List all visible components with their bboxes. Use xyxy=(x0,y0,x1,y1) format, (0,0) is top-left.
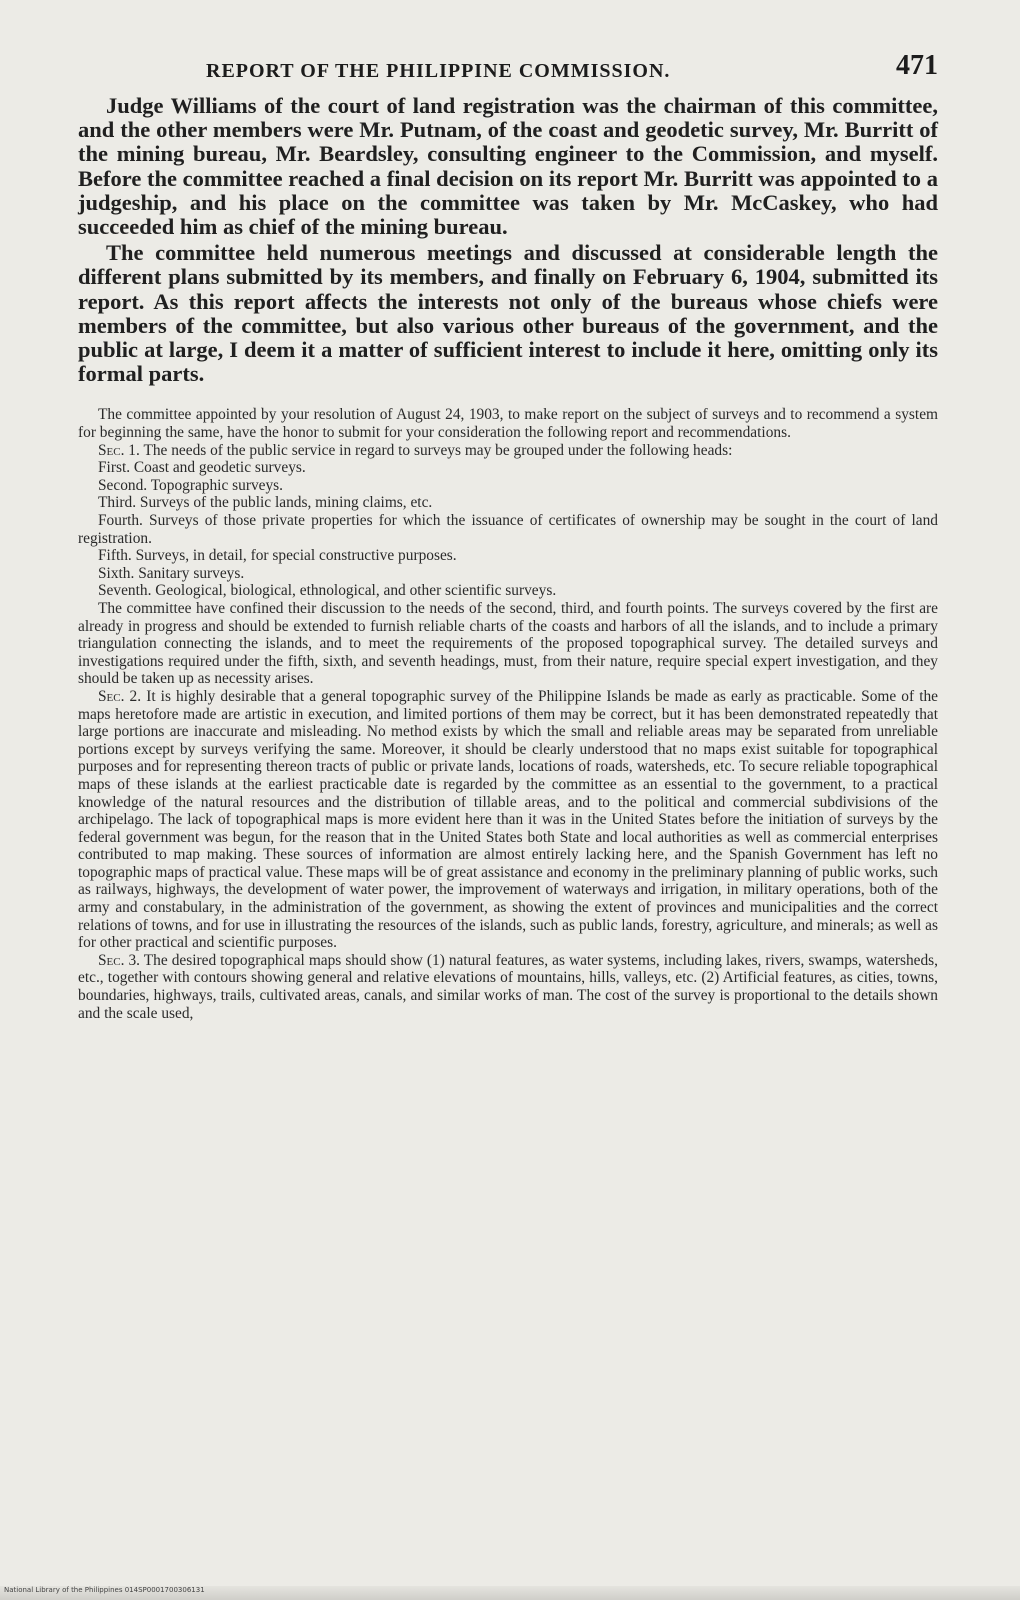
committee-note: The committee have confined their discussion to the needs of the second, third, and fourth points. The surveys covered by the first are already in progress and should be extended to furnish reliable charts of the coasts and harbors of all the islands, and to include a primary triangulation connecting the islands, and to meet the requirements of the proposed topographical survey. The detailed surveys and investigations required under the fifth, sixth, and seventh headings, must, from their nature, require special expert investigation, and they should be taken up as necessity arises. xyxy=(78,599,938,688)
section-text: The needs of the public service in regard to surveys may be grouped under the following heads: xyxy=(143,441,733,459)
report-intro: The committee appointed by your resolution of August 24, 1903, to make report on the subject of surveys and to recommend a system for beginning the same, have the honor to submit for your consideration the following report and recommendations. xyxy=(78,406,938,442)
library-stamp: National Library of the Philippines 014SP0001700306131 xyxy=(4,1586,205,1594)
body-paragraph: Judge Williams of the court of land registration was the chairman of this committee, and the other members were Mr. Putnam, of the coast and geodetic survey, Mr. Burritt of the mining bureau, Mr. Beardsley, consulting engineer to the Commission, and myself. Before the committee reached a final decision on its report Mr. Burritt was appointed to a judgeship, and his place on the committee was taken by Mr. McCaskey, who had succeeded him as chief of the mining bureau. xyxy=(78,93,938,240)
running-head xyxy=(78,50,938,94)
body-paragraph: The committee held numerous meetings and discussed at considerable length the different plans submitted by its members, and finally on February 6, 1904, submitted its report. As this report affects the interests not only of the bureaus whose chiefs were members of the committee, but also various other bureaus of the government, and the public at large, I deem it a matter of sufficient interest to include it here, omitting only its formal parts. xyxy=(78,240,938,387)
report-section-1 xyxy=(78,442,938,460)
page-number: 471 xyxy=(896,50,938,81)
section-label: Sec. 2. xyxy=(98,687,142,705)
section-text: The desired topographical maps should show (1) natural features, as water systems, including lakes, rivers, swamps, watersheds, etc., together with contours showing general and relative elevations of mountains, hills, valleys, etc. (2) Artificial features, as cities, towns, boundaries, highways, trails, cultivated areas, canals, and similar works of man. The cost of the survey is proportional to the details shown and the scale used, xyxy=(78,951,939,1022)
survey-head-item: Second. Topographic surveys. xyxy=(98,476,284,494)
report-section-2 xyxy=(78,688,938,952)
section-label: Sec. 1. xyxy=(98,441,140,459)
page-content xyxy=(78,50,938,1022)
running-title: REPORT OF THE PHILIPPINE COMMISSION. xyxy=(206,60,671,82)
survey-head-item: Fourth. Surveys of those private properties for which the issuance of certificates of ownership may be sought in the court of land registration. xyxy=(78,512,938,547)
report-section-3 xyxy=(78,952,938,1022)
survey-head-item: Fifth. Surveys, in detail, for special constructive purposes. xyxy=(98,547,457,565)
survey-head-item: Sixth. Sanitary surveys. xyxy=(98,564,245,582)
survey-head-item: Third. Surveys of the public lands, mining claims, etc. xyxy=(98,494,433,512)
section-text: It is highly desirable that a general topographic survey of the Philippine Islands be made as early as practicable. Some of the maps heretofore made are artistic in execution, and limited portions of them may be correct, but it has been demonstrated repeatedly that large portions are inaccurate and misleading. No method exists by which the small and reliable areas may be separated from unreliable portions except by surveys verifying the same. Moreover, it should be clearly understood that no maps exist suitable for topographical purposes and for representing thereon tracts of public or private lands, locations of roads, watersheds, etc. To secure reliable topographical maps of these islands at the earliest practicable date is regarded by the committee as an essential to the government, to a practical knowledge of the natural resources and the distribution of tillable areas, and to the political and commercial subdivisions of the archipelago. The lack of topographical maps is more evident here than it was in the United States before the initiation of surveys by the federal government was begun, for the reason that in the United States both State and local authorities as well as commercial enterprises contributed to map making. These sources of information are almost entirely lacking here, and the Spanish Government has left no topographic maps of practical value. These maps will be of great assistance and economy in the preliminary planning of public works, such as railways, highways, the development of water power, the improvement of waterways and irrigation, in military operations, both of the army and constabulary, in the administration of the government, as showing the extent of provinces and municipalities and the correct relations of towns, and for use in illustrating the resources of the islands, such as public lands, forestry, agriculture, and minerals; as well as for other practical and scientific purposes. xyxy=(78,687,938,952)
section-label: Sec. 3. xyxy=(98,951,141,969)
survey-head-item: Seventh. Geological, biological, ethnological, and other scientific surveys. xyxy=(98,582,557,600)
survey-head-item: First. Coast and geodetic surveys. xyxy=(98,459,306,477)
quoted-report xyxy=(78,406,938,1022)
